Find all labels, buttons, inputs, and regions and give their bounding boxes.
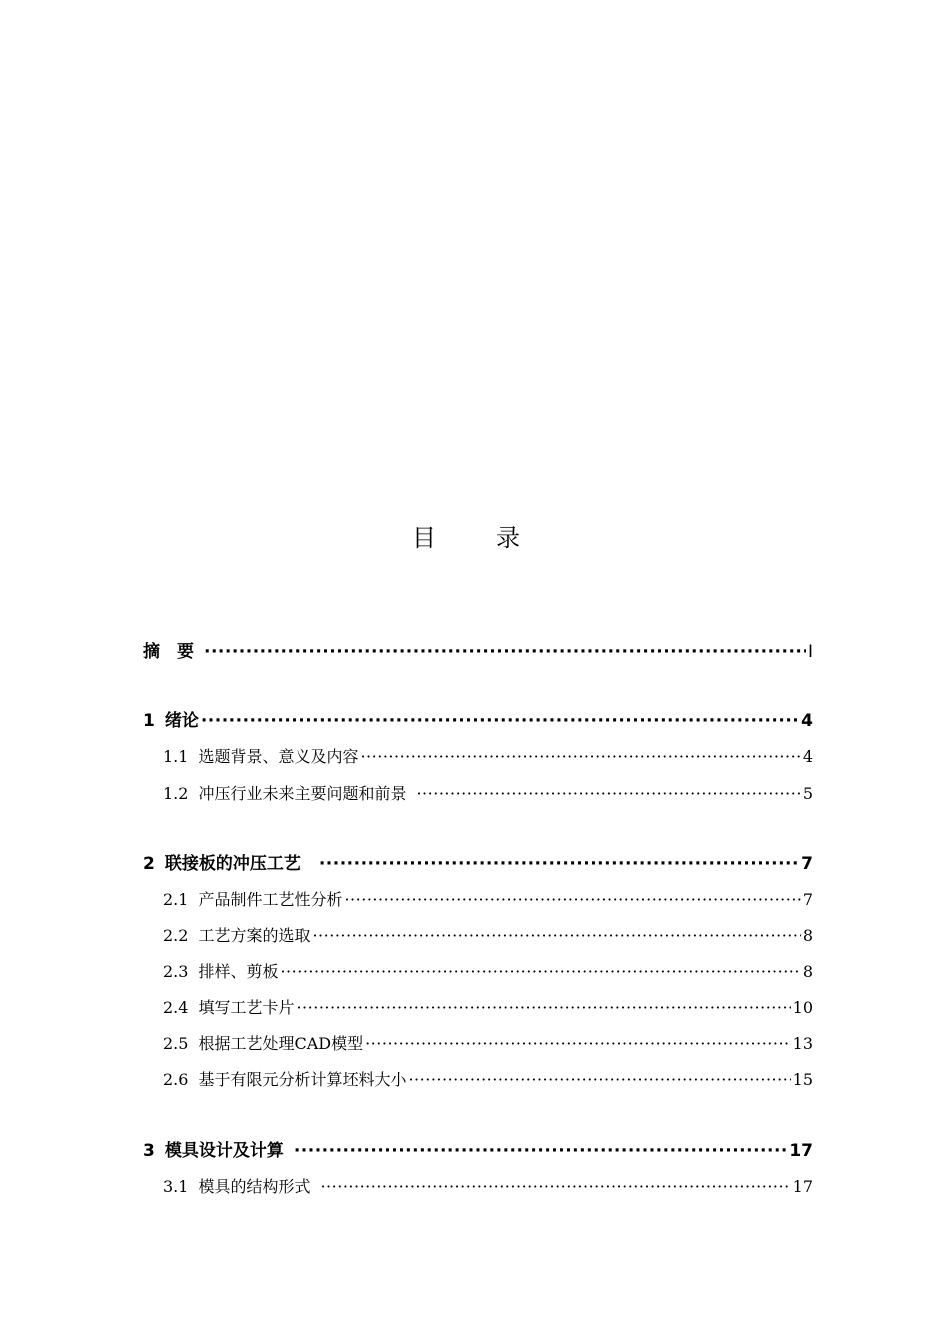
toc-entry-page: 4: [801, 711, 813, 731]
dot-leader: [280, 957, 800, 987]
toc-entry-label: 基于有限元分析计算坯料大小: [198, 1070, 407, 1089]
toc-entry-page: 5: [802, 784, 813, 803]
dot-leader: [204, 637, 806, 667]
toc-entry-1-2[interactable]: [163, 779, 813, 809]
toc-entry-page: 13: [792, 1034, 813, 1053]
toc-entry-1-1[interactable]: [163, 742, 813, 772]
dot-leader: [201, 706, 799, 736]
toc-entry-2[interactable]: [143, 849, 813, 879]
dot-leader: [365, 1029, 791, 1059]
toc-entry-number: 2.6: [163, 1070, 189, 1089]
dot-leader: [296, 993, 790, 1023]
toc-entry-number: 1: [143, 711, 155, 731]
toc-title: 目录: [412, 524, 580, 552]
toc-entry-label: 绪论: [164, 711, 199, 731]
toc-entry-label: 填写工艺卡片: [198, 998, 295, 1017]
toc-entry-2-6[interactable]: [163, 1065, 813, 1095]
toc-entry-number: 2.4: [163, 998, 189, 1017]
toc-entry-number: 2.5: [163, 1034, 189, 1053]
toc-entry-number: 3: [143, 1141, 155, 1161]
toc-entry-page: 8: [802, 962, 813, 981]
toc-entry-page: 7: [801, 854, 813, 874]
dot-leader: [320, 1172, 790, 1202]
toc-entry-1[interactable]: [143, 706, 813, 736]
toc-entry-label: 模具的结构形式: [198, 1177, 311, 1196]
toc-entry-2-3[interactable]: [163, 957, 813, 987]
toc-entry-2-5[interactable]: [163, 1029, 813, 1059]
toc-entry-number: 2.1: [163, 890, 189, 909]
dot-leader: [319, 849, 799, 879]
dot-leader: [294, 1136, 787, 1166]
toc-entry-number: 3.1: [163, 1177, 189, 1196]
dot-leader: [312, 921, 800, 951]
toc-entry-2-1[interactable]: [163, 885, 813, 915]
toc-entry-label: 联接板的冲压工艺: [164, 854, 301, 874]
toc-entry-3[interactable]: [143, 1136, 813, 1166]
toc-entry-page: 8: [802, 926, 813, 945]
dot-leader: [344, 885, 800, 915]
toc-entry-label: 工艺方案的选取: [198, 926, 311, 945]
toc-entry-2-4[interactable]: [163, 993, 813, 1023]
toc-entry-2-2[interactable]: [163, 921, 813, 951]
toc-entry-label: 冲压行业未来主要问题和前景: [198, 784, 407, 803]
toc-entry-number: 1.2: [163, 784, 189, 803]
toc-entry-page: 17: [792, 1177, 813, 1196]
toc-entry-page: 15: [792, 1070, 813, 1089]
dot-leader: [416, 779, 800, 809]
toc-entry-label: 模具设计及计算: [164, 1141, 284, 1161]
dot-leader: [408, 1065, 790, 1095]
toc-entry-number: 2.3: [163, 962, 189, 981]
toc-entry-3-1[interactable]: [163, 1172, 813, 1202]
dot-leader: [360, 742, 800, 772]
toc-entry-page: 17: [789, 1141, 813, 1161]
toc-entry-page: 7: [802, 890, 813, 909]
toc-entry-abstract[interactable]: [143, 637, 813, 667]
toc-entry-page: 10: [792, 998, 813, 1017]
toc-entry-page: 4: [802, 747, 813, 766]
toc-entry-number: 1.1: [163, 747, 189, 766]
toc-entry-label: 摘 要: [143, 642, 194, 662]
toc-entry-number: 2: [143, 854, 155, 874]
toc-entry-label: 根据工艺处理CAD模型: [198, 1034, 364, 1053]
toc-entry-page: I: [807, 642, 813, 662]
toc-entry-label: 产品制件工艺性分析: [198, 890, 343, 909]
toc-entry-number: 2.2: [163, 926, 189, 945]
toc-entry-label: 排样、剪板: [198, 962, 279, 981]
toc-entry-label: 选题背景、意义及内容: [198, 747, 359, 766]
